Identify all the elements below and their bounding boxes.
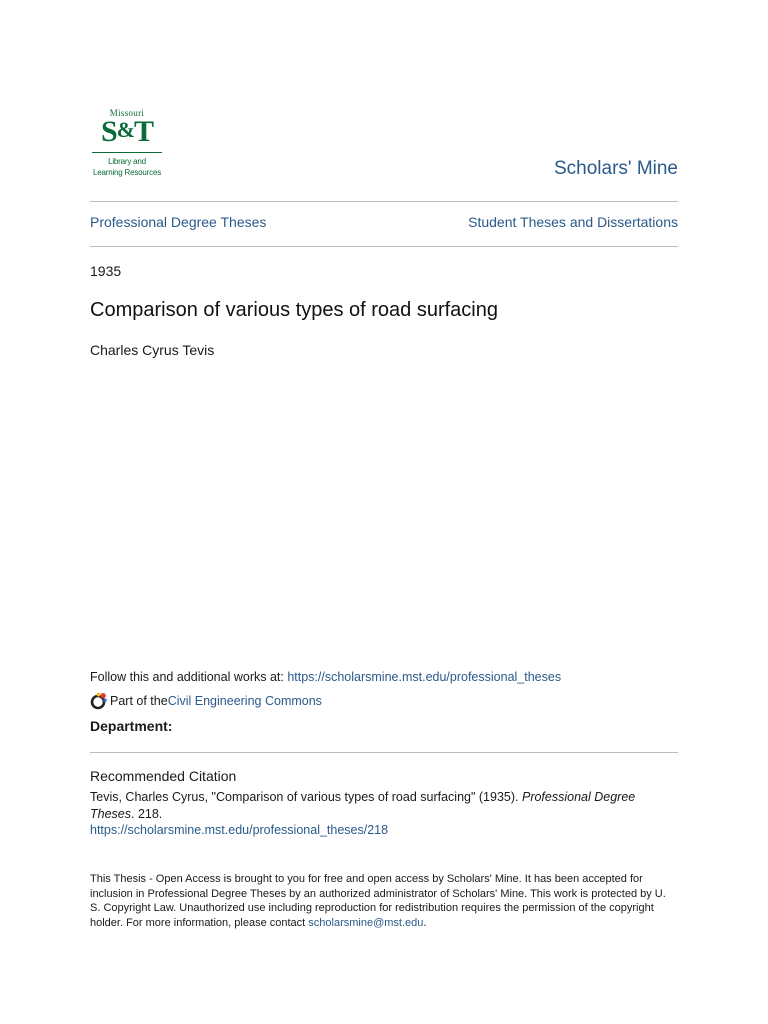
network-commons-icon (90, 692, 108, 710)
divider (90, 201, 678, 202)
logo-subtitle-2: Learning Resources (93, 168, 161, 177)
author-name: Charles Cyrus Tevis (90, 342, 215, 358)
logo-subtitle-1: Library and (108, 157, 146, 166)
divider (90, 752, 678, 753)
logo-divider (92, 152, 162, 153)
institution-logo[interactable] (90, 106, 164, 182)
citation-text: Tevis, Charles Cyrus, "Comparison of various types of road surfacing" (1935). Professional Degree Theses. 218. (90, 790, 636, 821)
part-of-prefix: Part of the (110, 694, 168, 708)
document-title: Comparison of various types of road surfacing (90, 299, 498, 321)
publication-year: 1935 (90, 263, 122, 279)
commons-link[interactable]: Civil Engineering Commons (167, 694, 322, 708)
follow-prefix: Follow this and additional works at: (90, 670, 288, 684)
follow-url-link[interactable]: https://scholarsmine.mst.edu/professional_theses (287, 670, 562, 684)
logo-top-text: Missouri (109, 108, 145, 118)
logo-mark: S&T (100, 115, 154, 148)
follow-line (90, 670, 561, 684)
site-name-link[interactable]: Scholars' Mine (553, 158, 678, 179)
citation-url-link[interactable]: https://scholarsmine.mst.edu/professional_theses/218 (90, 823, 389, 837)
part-of-line (90, 692, 322, 710)
parent-collection-link[interactable]: Student Theses and Dissertations (468, 214, 678, 230)
department-label: Department: (90, 718, 173, 734)
cover-page (90, 0, 678, 1024)
divider (90, 246, 678, 247)
collection-link[interactable]: Professional Degree Theses (90, 214, 267, 230)
access-notice: This Thesis - Open Access is brought to you for free and open access by Scholars' Mine. It has been accepted for inclusion in Professional Degree Theses by an authorized administrator of Scholars' Mine. This work is protected by U. S. Copyright Law. Unauthorized use including reproduction for redistribution requires the permission of the copyright holder. For more information, please contact scholarsmine@mst.edu. (90, 873, 666, 929)
citation-heading: Recommended Citation (90, 768, 237, 784)
contact-email-link[interactable]: scholarsmine@mst.edu (308, 916, 424, 929)
